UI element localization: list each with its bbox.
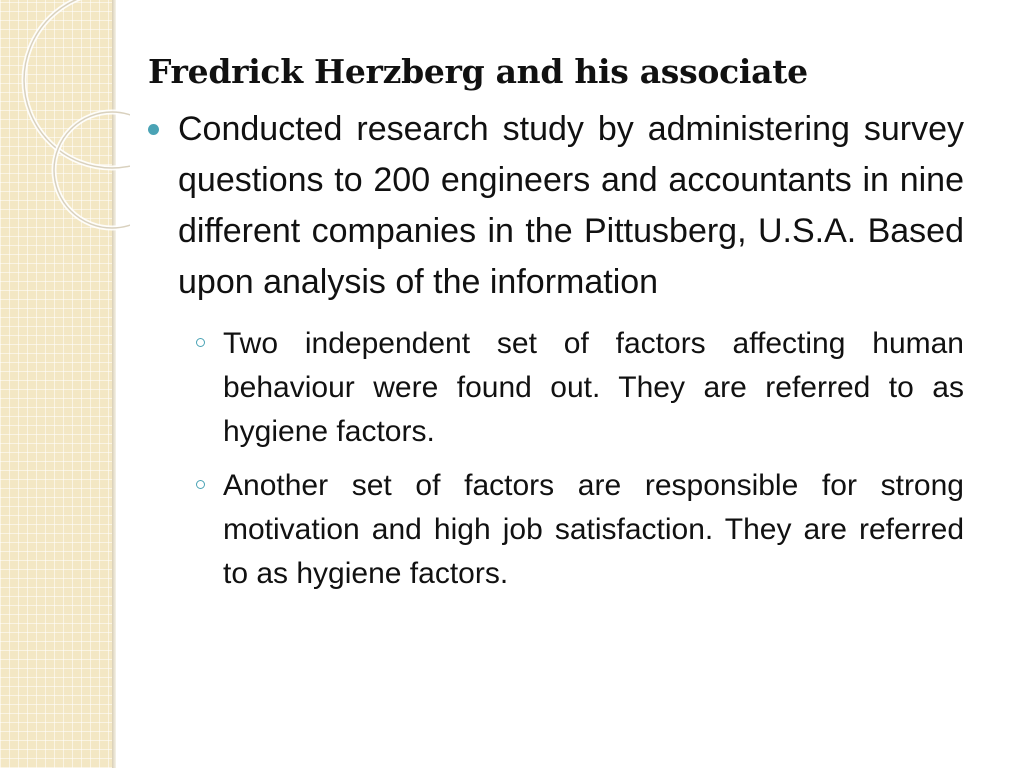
decorative-rings-icon	[0, 0, 130, 260]
sub-bullet	[178, 322, 964, 454]
bullet-dot-icon	[148, 124, 159, 135]
sub-bullet-list	[148, 322, 964, 596]
bullet-ring-icon	[196, 338, 205, 347]
sub-bullet	[178, 464, 964, 596]
sub-bullet-text: Two independent set of factors affecting human behaviour were found out. They are referred to as hygiene factors.	[223, 327, 964, 448]
slide-heading: Fredrick Herzberg and his associate	[148, 52, 808, 91]
sub-bullet-text: Another set of factors are responsible for strong motivation and high job satisfaction. They are referred to as hygiene factors.	[223, 469, 964, 590]
main-bullet	[148, 104, 964, 308]
main-bullet-text: Conducted research study by administering survey questions to 200 engineers and accountants in nine different companies in the Pittusberg, U.S.A. Based upon analysis of the information	[178, 110, 964, 301]
slide-content	[148, 48, 964, 606]
bullet-ring-icon	[196, 480, 205, 489]
